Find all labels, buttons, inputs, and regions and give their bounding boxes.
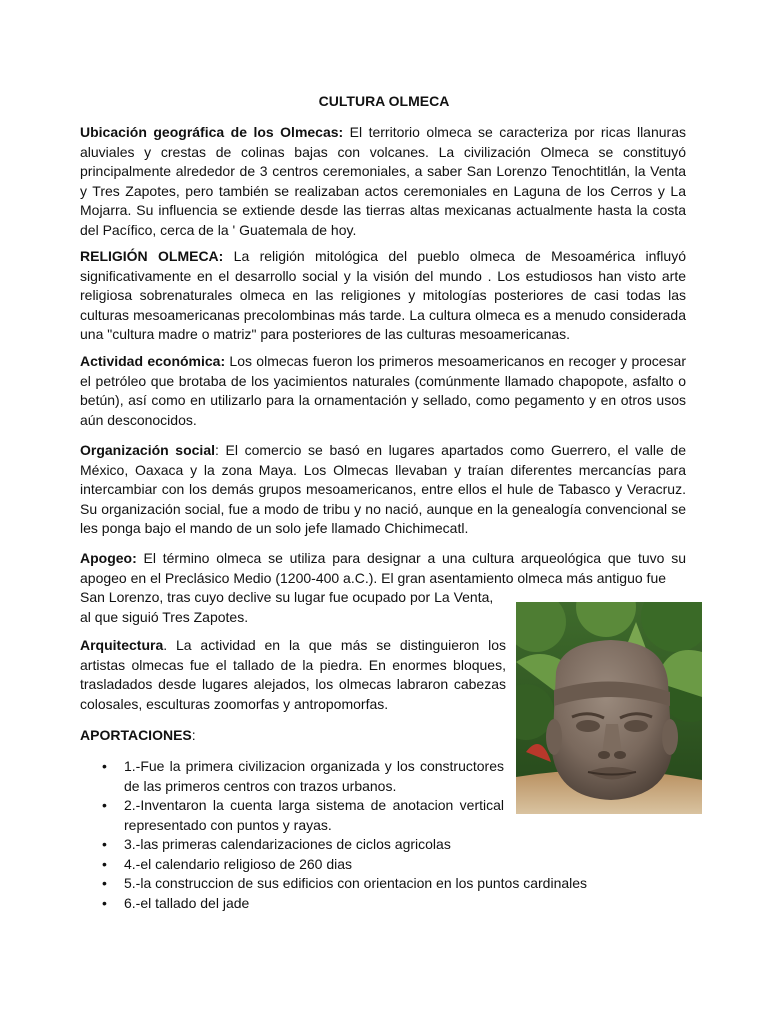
olmec-head-photo [516,602,702,814]
section-heading: Organización social [80,442,216,458]
section-apogeo [80,549,686,588]
section-actividad-economica [80,352,686,430]
bullet-icon: • [102,797,107,813]
bullet-icon: • [102,758,107,774]
list-item-text: 5.-la construccion de sus edificios con orientacion en los puntos cardinales [124,875,588,891]
list-item-text: 6.-el tallado del jade [124,894,250,911]
list-item [80,855,692,875]
section-text: : El comercio se basó en lugares apartados como Guerrero, el valle de México, Oaxaca y la zona Maya. Los Olmecas llevaban y traían diferentes mercancías para intercambiar con los demás grupos mesoamericanos, entre ellos el hule de Tabasco y Veracruz. Su organización social, fue a modo de tribu y no nació, aunque en la genealogía convencional se les ponga bajo el mando de un solo jefe llamado Chichimecatl. [80,442,687,536]
section-heading: Ubicación geográfica de los Olmecas: [80,124,344,140]
list-item-text: 4.-el calendario religioso de 260 dias [124,855,353,872]
section-heading: Actividad económica: [80,353,226,369]
aportaciones-heading [80,725,196,745]
section-religion [80,247,686,345]
section-text: El término olmeca se utiliza para designar a una cultura arqueológica que tuvo su apogeo en el Preclásico Medio (1200-400 a.C.). El gran asentamiento olmeca más antiguo fue [80,550,686,586]
section-heading: Apogeo: [80,550,137,566]
section-text: La religión mitológica del pueblo olmeca de Mesoamérica influyó significativamente en el desarrollo social y la visión del mundo . Los estudiosos han visto arte religiosa sobrenaturales olmeca en las religiones y mitologías posteriores de casi todas las culturas mesoamericanas precolombinas más tarde. La cultura olmeca es a menudo considerada una "cultura madre o matriz" para posteriores de las culturas mesoamericanas. [80,248,686,342]
section-heading: Arquitectura [80,637,164,653]
list-item [80,894,692,914]
list-item [80,835,692,855]
section-organizacion-social [80,441,686,539]
page-title: CULTURA OLMECA [318,93,450,109]
list-item-text: 2.-Inventaron la cuenta larga sistema de anotacion vertical representado con puntos y rayas. [124,797,504,833]
list-item [80,874,692,894]
section-text: Los olmecas fueron los primeros mesoamericanos en recoger y procesar el petróleo que brotaba de los yacimientos naturales (comúnmente llamado chapopote, asfalto o betún), así como en utilizarlo para la ornamentación y sellado, como pegamento y en otros usos aún desconocidos. [80,353,687,428]
aportaciones-colon: : [191,727,196,743]
bullet-icon: • [102,836,107,852]
list-item-text: 1.-Fue la primera civilizacion organizada y los constructores de las primeros centros con trazos urbanos. [124,758,504,794]
section-text: . La actividad en la que más se distinguieron los artistas olmecas fue el tallado de la piedra. En enormes bloques, trasladados desde lugares alejados, los olmecas labraron cabezas colosales, esculturas zoomorfas y antropomorfas. [80,637,506,712]
list-item-text: 3.-las primeras calendarizaciones de ciclos agricolas [124,836,451,852]
section-ubicacion [80,123,686,240]
section-text: El territorio olmeca se caracteriza por ricas llanuras aluviales y crestas de colinas bajas con volcanes. La civilización Olmeca se constituyó principalmente alrededor de 3 centros ceremoniales, a saber San Lorenzo Tenochtitlán, la Venta y Tres Zapotes, pero también se realizaban actos ceremoniales en Laguna de los Cerros y La Mojarra. Su influencia se extiende desde las tierras altas mexicanas actualmente hasta la costa del Pacífico, cerca de la ' Guatemala de hoy. [80,124,686,238]
aportaciones-title: APORTACIONES [80,727,192,743]
bullet-icon: • [102,875,107,891]
section-text: San Lorenzo, tras cuyo declive su lugar fue ocupado por La Venta, al que siguió Tres Zapotes. [80,589,494,625]
bullet-icon: • [102,894,107,911]
section-heading: RELIGIÓN OLMECA: [80,248,224,264]
section-arquitectura [80,636,506,714]
section-apogeo-continued [80,588,500,627]
bullet-icon: • [102,855,107,872]
